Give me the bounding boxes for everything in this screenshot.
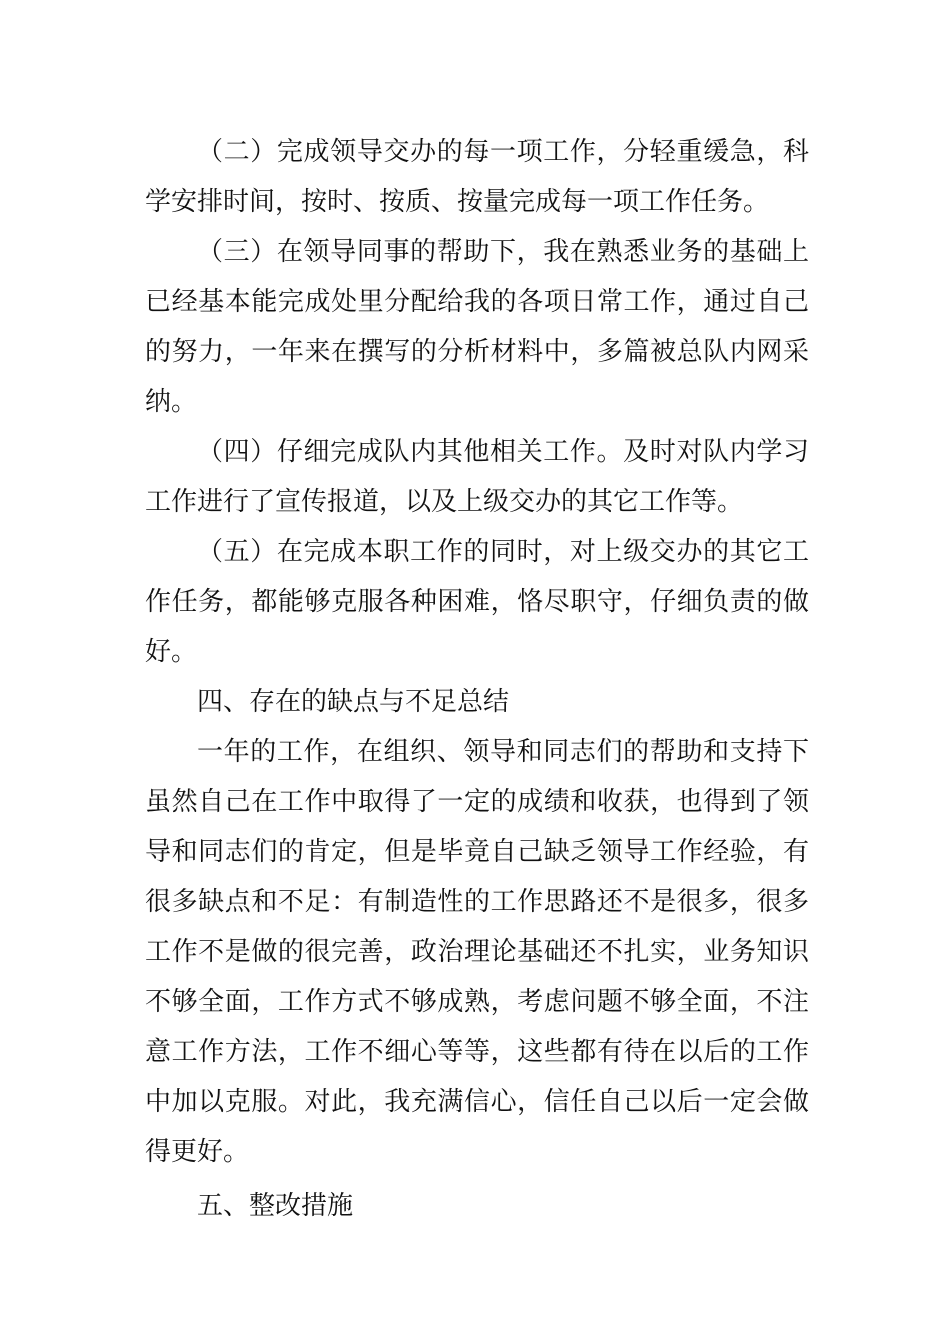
paragraph-item-5: （五）在完成本职工作的同时，对上级交办的其它工作任务，都能够克服各种困难，恪尽职守，仔细负责的做好。	[145, 537, 809, 667]
section-heading-shortcomings: 四、存在的缺点与不足总结	[197, 687, 510, 717]
section-heading-rectification: 五、整改措施	[197, 1191, 354, 1221]
document-body	[145, 127, 809, 1231]
paragraph-shortcomings: 一年的工作，在组织、领导和同志们的帮助和支持下虽然自己在工作中取得了一定的成绩和收获，也得到了领导和同志们的肯定，但是毕竟自己缺乏领导工作经验，有很多缺点和不足：有制造性的工作思路还不是很多，很多工作不是做的很完善，政治理论基础还不扎实，业务知识不够全面，工作方式不够成熟，考虑问题不够全面，不注意工作方法，工作不细心等等，这些都有待在以后的工作中加以克服。对此，我充满信心，信任自己以后一定会做得更好。	[145, 737, 809, 1167]
paragraph-item-2: （二）完成领导交办的每一项工作，分轻重缓急，科学安排时间，按时、按质、按量完成每一项工作任务。	[145, 137, 809, 217]
paragraph-item-3: （三）在领导同事的帮助下，我在熟悉业务的基础上已经基本能完成处里分配给我的各项日常工作，通过自己的努力，一年来在撰写的分析材料中，多篇被总队内网采纳。	[145, 237, 809, 417]
paragraph-item-4: （四）仔细完成队内其他相关工作。及时对队内学习工作进行了宣传报道，以及上级交办的其它工作等。	[145, 437, 809, 517]
